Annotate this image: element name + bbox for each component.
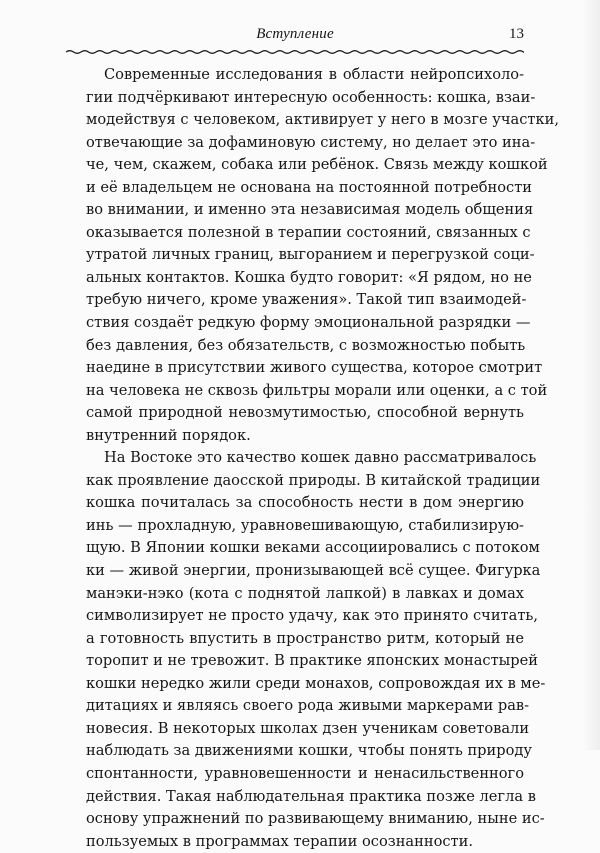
text-line: кошки нередко жили среди монахов, сопровождая их в ме- bbox=[86, 674, 546, 692]
body-text bbox=[86, 64, 559, 853]
text-line: ки — живой энергии, пронизывающей всё сущее. Фигурка bbox=[86, 562, 541, 580]
page-edge-shadow bbox=[582, 0, 600, 750]
running-title: Вступление bbox=[256, 26, 334, 42]
text-line: модействуя с человеком, активирует у него в мозге участки, bbox=[86, 111, 559, 129]
text-line: наблюдать за движениями кошки, чтобы понять природу bbox=[86, 742, 532, 760]
text-line: как проявление даосской природы. В китайской традиции bbox=[86, 471, 541, 489]
text-line: Современные исследования в области нейропсихоло- bbox=[104, 66, 524, 83]
text-line: самой природной невозмутимостью, способной вернуть bbox=[86, 404, 524, 422]
text-line: основу упражнений по развивающему вниманию, ныне ис- bbox=[86, 810, 545, 828]
text-line: отвечающие за дофаминовую систему, но делает это ина- bbox=[86, 133, 536, 151]
text-line: новесия. В некоторых школах дзен ученикам советовали bbox=[86, 719, 530, 737]
page-header bbox=[66, 20, 524, 56]
paragraph-1 bbox=[86, 64, 559, 447]
text-line: внутренний порядок. bbox=[86, 426, 251, 444]
paragraph-2 bbox=[86, 447, 546, 853]
text-line: оказывается полезной в терапии состояний, связанных с bbox=[86, 223, 531, 241]
text-line: манэки-нэко (кота с поднятой лапкой) в лавках и домах bbox=[86, 584, 524, 602]
text-line: утратой личных границ, выгоранием и перегрузкой соци- bbox=[86, 246, 535, 264]
text-line: На Востоке это качество кошек давно рассматривалось bbox=[104, 449, 537, 467]
text-line: ствия создаёт редкую форму эмоциональной разрядки — bbox=[86, 314, 531, 332]
text-line: на человека не сквозь фильтры морали или оценки, а с той bbox=[86, 381, 548, 399]
text-line: требую ничего, кроме уважения». Такой тип взаимодей- bbox=[86, 291, 527, 309]
text-line: щую. В Японии кошки веками ассоциировались с потоком bbox=[86, 539, 540, 557]
text-line: гии подчёркивают интересную особенность: кошка, взаи- bbox=[86, 88, 536, 106]
text-line: а готовность впустить в пространство ритм, который не bbox=[86, 629, 524, 647]
text-line: пользуемых в программах терапии осознанности. bbox=[86, 832, 473, 850]
text-line: кошка почиталась за способность нести в дом энергию bbox=[86, 494, 524, 512]
text-line: спонтанности, уравновешенности и ненасильственного bbox=[86, 764, 524, 782]
text-line: и её владельцем не основана на постоянной потребности bbox=[86, 178, 533, 196]
text-line: наедине в присутствии живого существа, которое смотрит bbox=[86, 359, 543, 377]
text-line: альных контактов. Кошка будто говорит: «Я рядом, но не bbox=[86, 268, 532, 286]
text-line: действия. Такая наблюдательная практика позже легла в bbox=[86, 787, 536, 805]
page-number: 13 bbox=[509, 26, 524, 42]
text-line: инь — прохладную, уравновешивающую, стабилизирую- bbox=[86, 516, 524, 534]
text-line: без давления, без обязательств, с возможностью побыть bbox=[86, 336, 526, 354]
decorative-wave-rule bbox=[66, 46, 524, 58]
text-line: символизирует не просто удачу, как это принято считать, bbox=[86, 607, 538, 625]
text-line: торопит и не тревожит. В практике японских монастырей bbox=[86, 652, 539, 670]
text-line: дитациях и являясь своего рода живыми маркерами рав- bbox=[86, 697, 530, 715]
text-line: че, чем, скажем, собака или ребёнок. Связь между кошкой bbox=[86, 156, 548, 174]
text-line: во внимании, и именно эта независимая модель общения bbox=[86, 201, 534, 219]
